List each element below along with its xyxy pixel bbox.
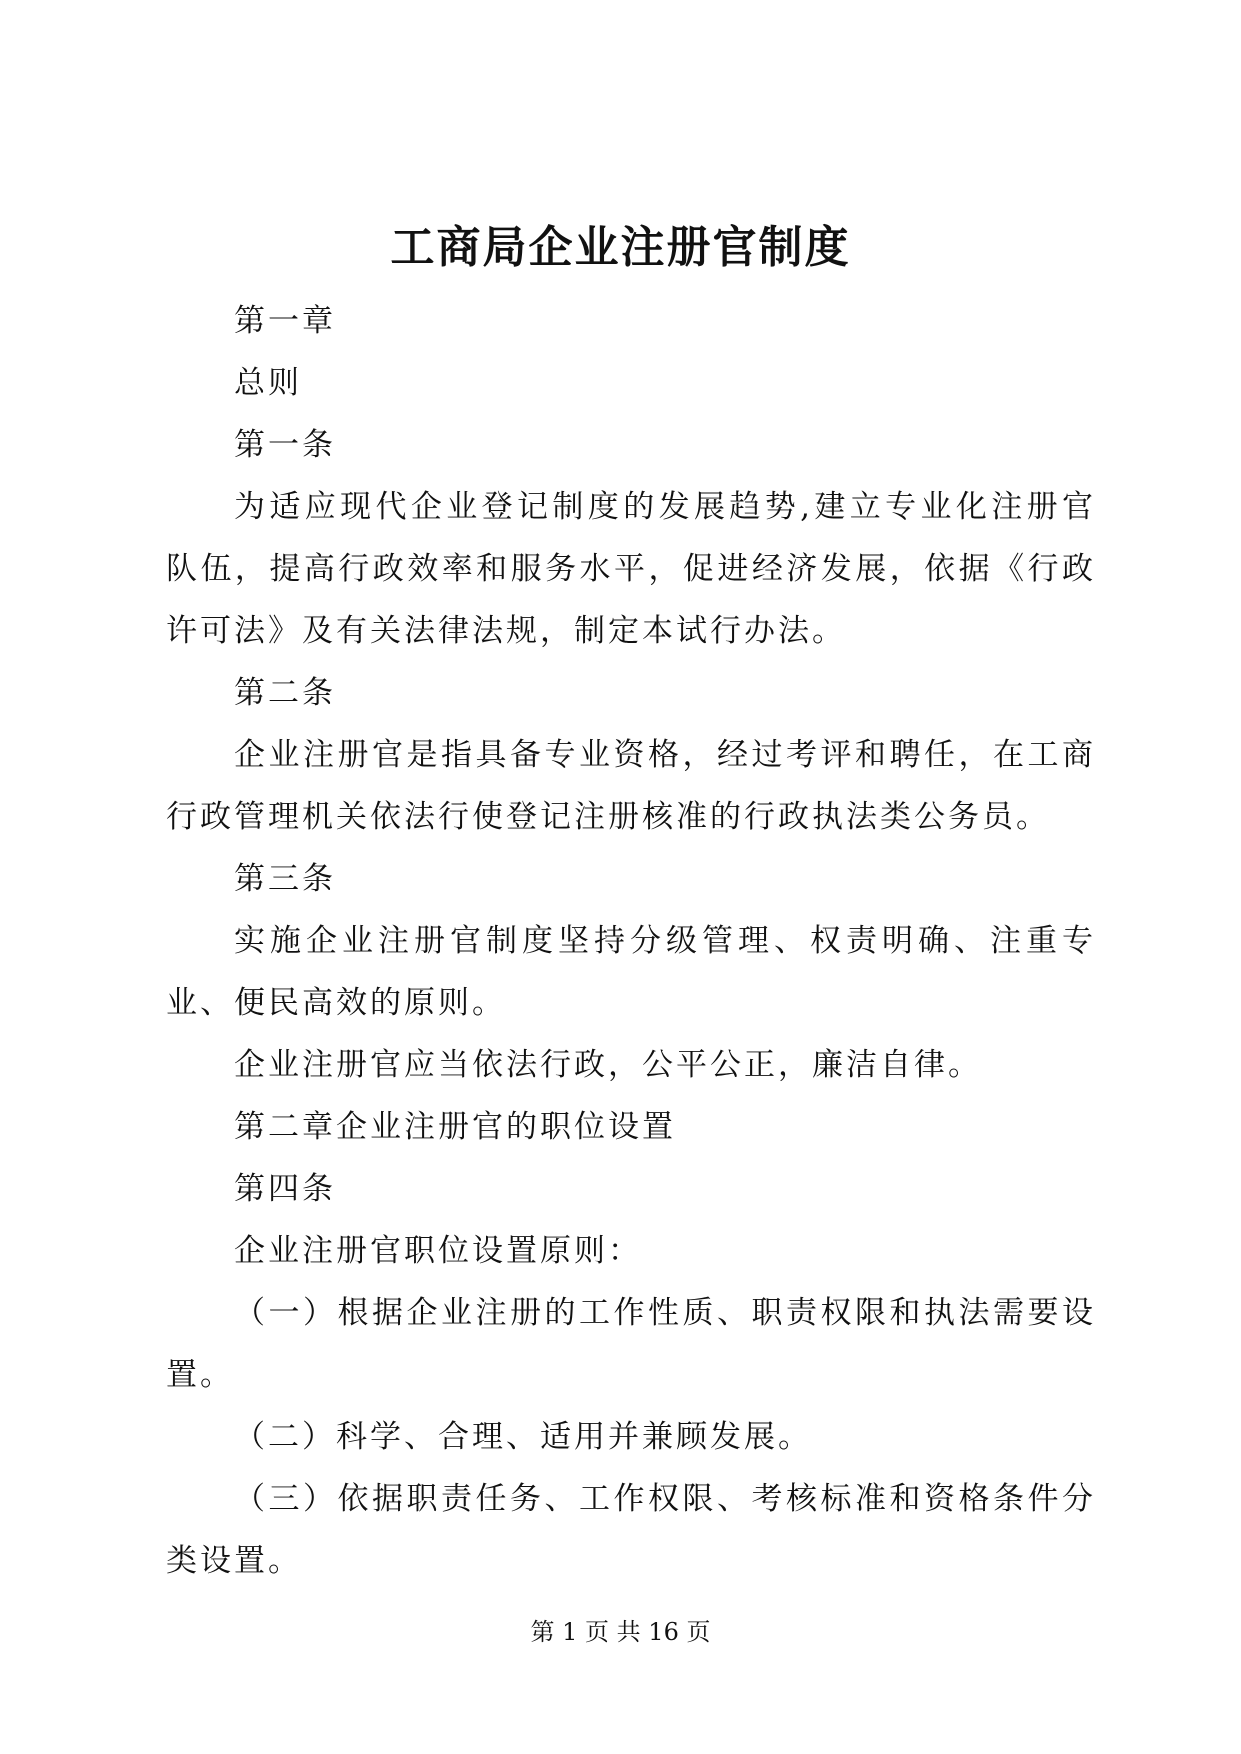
article-paragraph: 企业注册官职位设置原则： — [234, 1233, 642, 1269]
chapter-heading: 第一章 — [234, 303, 336, 339]
list-item: （一）根据企业注册的工作性质、职责权限和执法需要设置。 — [166, 1295, 1096, 1393]
chapter-heading: 第二章企业注册官的职位设置 — [234, 1109, 676, 1145]
article-paragraph: 企业注册官是指具备专业资格，经过考评和聘任，在工商行政管理机关依法行使登记注册核准的行政执法类公务员。 — [166, 737, 1096, 835]
chapter-subtitle: 总则 — [234, 365, 302, 401]
article-paragraph: 实施企业注册官制度坚持分级管理、权责明确、注重专业、便民高效的原则。 — [166, 923, 1096, 1021]
article-heading: 第三条 — [234, 861, 336, 897]
document-title: 工商局企业注册官制度 — [390, 222, 851, 273]
article-heading: 第一条 — [234, 427, 336, 463]
article-paragraph: 企业注册官应当依法行政，公平公正，廉洁自律。 — [234, 1047, 982, 1083]
article-paragraph: 为适应现代企业登记制度的发展趋势,建立专业化注册官队伍，提高行政效率和服务水平，促进经济发展，依据《行政许可法》及有关法律法规，制定本试行办法。 — [166, 489, 1096, 649]
article-heading: 第四条 — [234, 1171, 336, 1207]
article-heading: 第二条 — [234, 675, 336, 711]
list-item: （三）依据职责任务、工作权限、考核标准和资格条件分类设置。 — [166, 1481, 1096, 1579]
page-footer: 第 1 页 共 16 页 — [530, 1618, 711, 1646]
list-item: （二）科学、合理、适用并兼顾发展。 — [234, 1419, 812, 1455]
document-body — [166, 290, 1096, 1592]
